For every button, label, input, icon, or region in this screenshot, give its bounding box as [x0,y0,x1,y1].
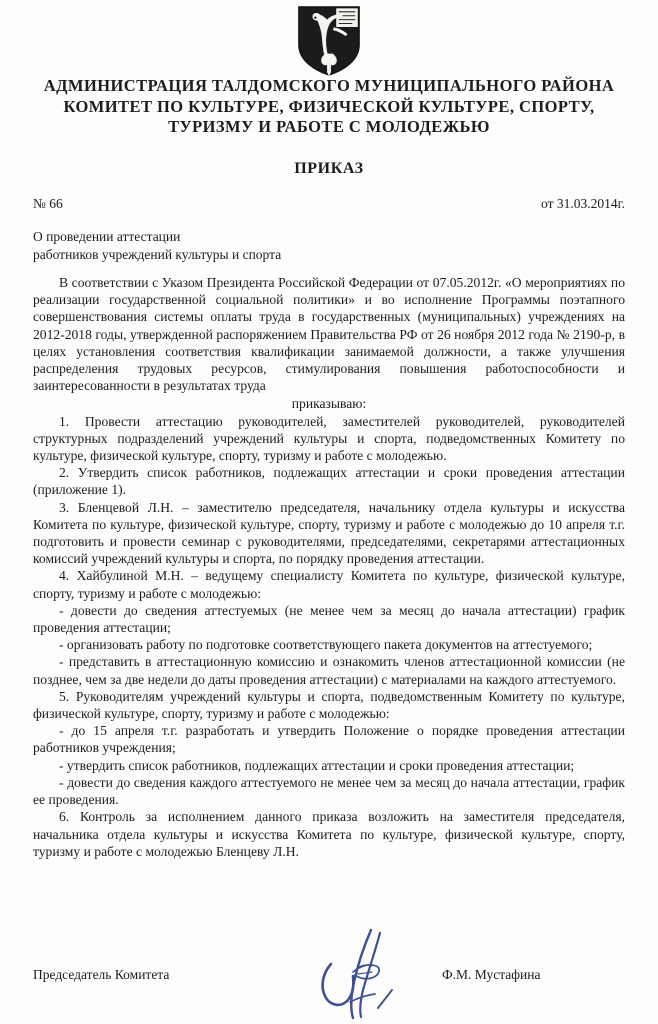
org-line-3: ТУРИЗМУ И РАБОТЕ С МОЛОДЕЖЬЮ [168,117,490,136]
order-item-6: 6. Контроль за исполнением данного приказа возложить на заместителя председателя, начальника отдела культуры и искусства Комитета по культуре, физической культуре, спорту, туризму и работе с молодежью Бленцеву Л.Н. [33,809,625,859]
coat-of-arms-icon [296,6,362,76]
emblem-container [0,6,658,81]
order-item-5-bullet-1: - до 15 апреля т.г. разработать и утвердить Положение о порядке проведения аттестации работников учреждения; [33,723,625,756]
document-title: ПРИКАЗ [294,160,364,177]
order-word: приказываю: [291,396,367,412]
order-item-4: 4. Хайбулиной М.Н. – ведущему специалисту Комитета по культуре, физической культуре, спорту, туризму и работе с молодежью: [33,568,625,601]
order-item-3: 3. Бленцевой Л.Н. – заместителю председателя, начальнику отдела культуры и искусства Комитета по культуре, физической культуре, спорту, туризму и работе с молодежью до 10 апреля т.г. подготовить и провести семинар с руководителями, председателями, секретарями аттестационных комиссий учреждений культуры и спорта, по порядку проведения аттестации. [33,499,625,567]
signer-position: Председатель Комитета [33,967,170,982]
order-item-1: 1. Провести аттестацию руководителей, заместителей руководителей, руководителей структурных подразделений учреждений культуры и спорта, подведомственных Комитету по культуре, физической культуре, спорту, туризму и работе с молодежью. [33,413,625,464]
document-date: от 31.03.2014г. [541,196,625,211]
order-item-5-bullet-2: - утвердить список работников, подлежащих аттестации и сроки проведения аттестации; [59,757,575,773]
number-date-row [33,196,625,212]
org-line-1: АДМИНИСТРАЦИЯ ТАЛДОМСКОГО МУНИЦИПАЛЬНОГО РАЙОНА [43,76,615,95]
document-body [33,274,625,860]
subject-line-1: О проведении аттестации [33,229,181,244]
signer-name: Ф.М. Мустафина [442,967,541,982]
order-item-5: 5. Руководителям учреждений культуры и спорта, подведомственным Комитету по культуре, физической культуре, спорту, туризму и работе с молодежью: [33,688,625,722]
subject-line-2: работников учреждений культуры и спорта [33,246,282,262]
document-subject [33,228,453,263]
order-item-5-bullet-3: - довести до сведения каждого аттестуемого не менее чем за месяц до начала аттестации, график ее проведения. [33,774,625,808]
document-number: № 66 [33,196,63,211]
handwritten-signature-icon [314,928,418,1024]
organization-header [18,76,640,138]
order-item-4-bullet-3: - представить в аттестационную комиссию и ознакомить членов аттестационной комиссии (не позднее, чем за две недели до даты проведения аттестации) с материалами на каждого аттестуемого. [33,654,625,687]
preamble-paragraph: В соответствии с Указом Президента Российской Федерации от 07.05.2012г. «О мероприятиях по реализации государственной социальной политики» и во исполнение Программы поэтапного совершенствования системы оплаты труда в государственных (муниципальных) учреждениях на 2012-2018 годы, утвержденной распоряжением Правительства РФ от 26 ноября 2012 года № 2190-р, в целях установления соответствия квалификации занимаемой должности, а также улучшения распределения трудовых ресурсов, стимулирования повышения работоспособности и заинтересованности в результатах труда [33,275,625,394]
order-item-2: 2. Утвердить список работников, подлежащих аттестации и сроки проведения аттестации (приложение 1). [33,465,625,498]
order-item-4-bullet-1: - довести до сведения аттестуемых (не менее чем за месяц до начала аттестации) график проведения аттестации; [33,602,625,636]
org-line-2: КОМИТЕТ ПО КУЛЬТУРЕ, ФИЗИЧЕСКОЙ КУЛЬТУРЕ, СПОРТУ, [63,96,595,116]
order-item-4-bullet-2: - организовать работу по подготовке соответствующего пакета документов на аттестуемого; [59,637,593,653]
